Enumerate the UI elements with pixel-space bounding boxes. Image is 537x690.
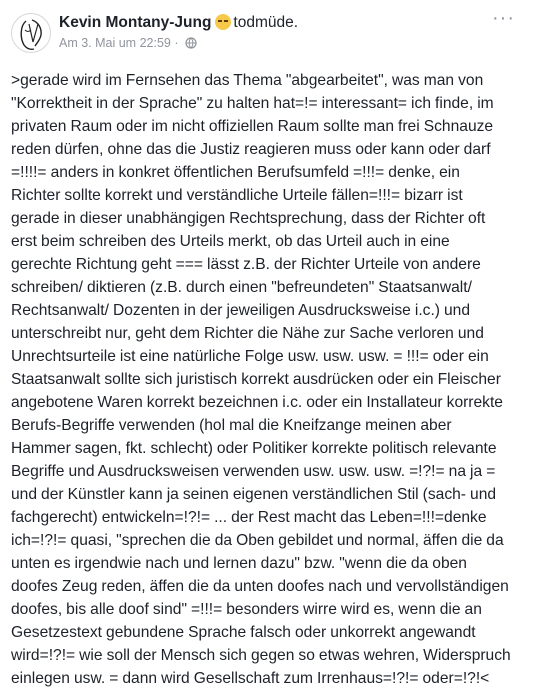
author-name[interactable]: Kevin Montany-Jung: [59, 14, 212, 31]
sleepy-face-emoji-icon: [215, 14, 231, 30]
post-timestamp[interactable]: Am 3. Mai um 22:59 ·: [59, 36, 179, 50]
avatar-sketch-icon: [12, 14, 51, 53]
avatar[interactable]: [11, 13, 51, 53]
post-body-text: >gerade wird im Fernsehen das Thema "abgearbeitet", was man von "Korrektheit in der Sprache" zu halten hat=!= interessant= ich finde, im privaten Raum oder im nicht offiziellen Raum sollte man frei Schnauze reden dürfen, ohne das die Justiz reagieren muss oder kann oder darf =!!!!= anders in konkret öffentlichen Berufsumfeld =!!!= denke, ein Richter sollte korrekt und verständliche Urteile fällen=!!!= bizarr ist gerade in dieser unabhängigen Rechtsprechung, dass der Richter oft erst beim schreiben des Urteils merkt, ob das Urteil auch in eine gerechte Richtung geht === lässt z.B. der Richter Urteile von andere schreiben/ diktieren (z.B. durch einen "befreundeten" Staatsanwalt/ Rechtsanwalt/ Dozenten in der jeweiligen Ausdrucksweise i.c.) und unterschreibt nur, geht dem Richter die Nähe zur Sache verloren und Unrechtsurteile ist eine natürliche Folge usw. usw. usw. = !!!= oder ein Staatsanwalt sollte sich juristisch korrekt ausdrücken oder ein Fleischer angebotene Waren korrekt bezeichnen i.c. oder ein Installateur korrekte Berufs-Begriffe verwenden (hol mal die Kneifzange meinen aber Hammer sagen, fkt. schlecht) oder Politiker korrekte politisch relevante Begriffe und Ausdrucksweisen verwenden usw. usw. usw. =!?!= na ja = und der Künstler kann ja seinen eigenen verständlichen Stil (sach- und fachgerecht) entwickeln=!?!= ... der Rest macht das Leben=!!!=denke ich=!?!= quasi, "sprechen die da Oben gebildet und normal, äffen die da unten es irgendwie nach und lernen dazu" bzw. "wenn die da oben doofes Zeug reden, äffen die da unten doofes nach und vervollständigen doofes, bis alle doof sind" =!!!= besonders wirre wird es, wenn die an Gesetzestext gebundene Sprache falsch oder unkorrekt angewandt wird=!?!= wie soll der Mensch sich gegen so etwas wehren, Widerspruch einlegen usw. = dann wird Gesellschaft zum Irrenhaus=!?!= oder=!?!<: [11, 72, 511, 687]
feeling-text: todmüde.: [233, 14, 299, 31]
post-header: [59, 12, 298, 34]
more-options-button[interactable]: ···: [492, 7, 515, 29]
globe-icon[interactable]: [185, 37, 197, 49]
post-meta: [59, 35, 197, 51]
